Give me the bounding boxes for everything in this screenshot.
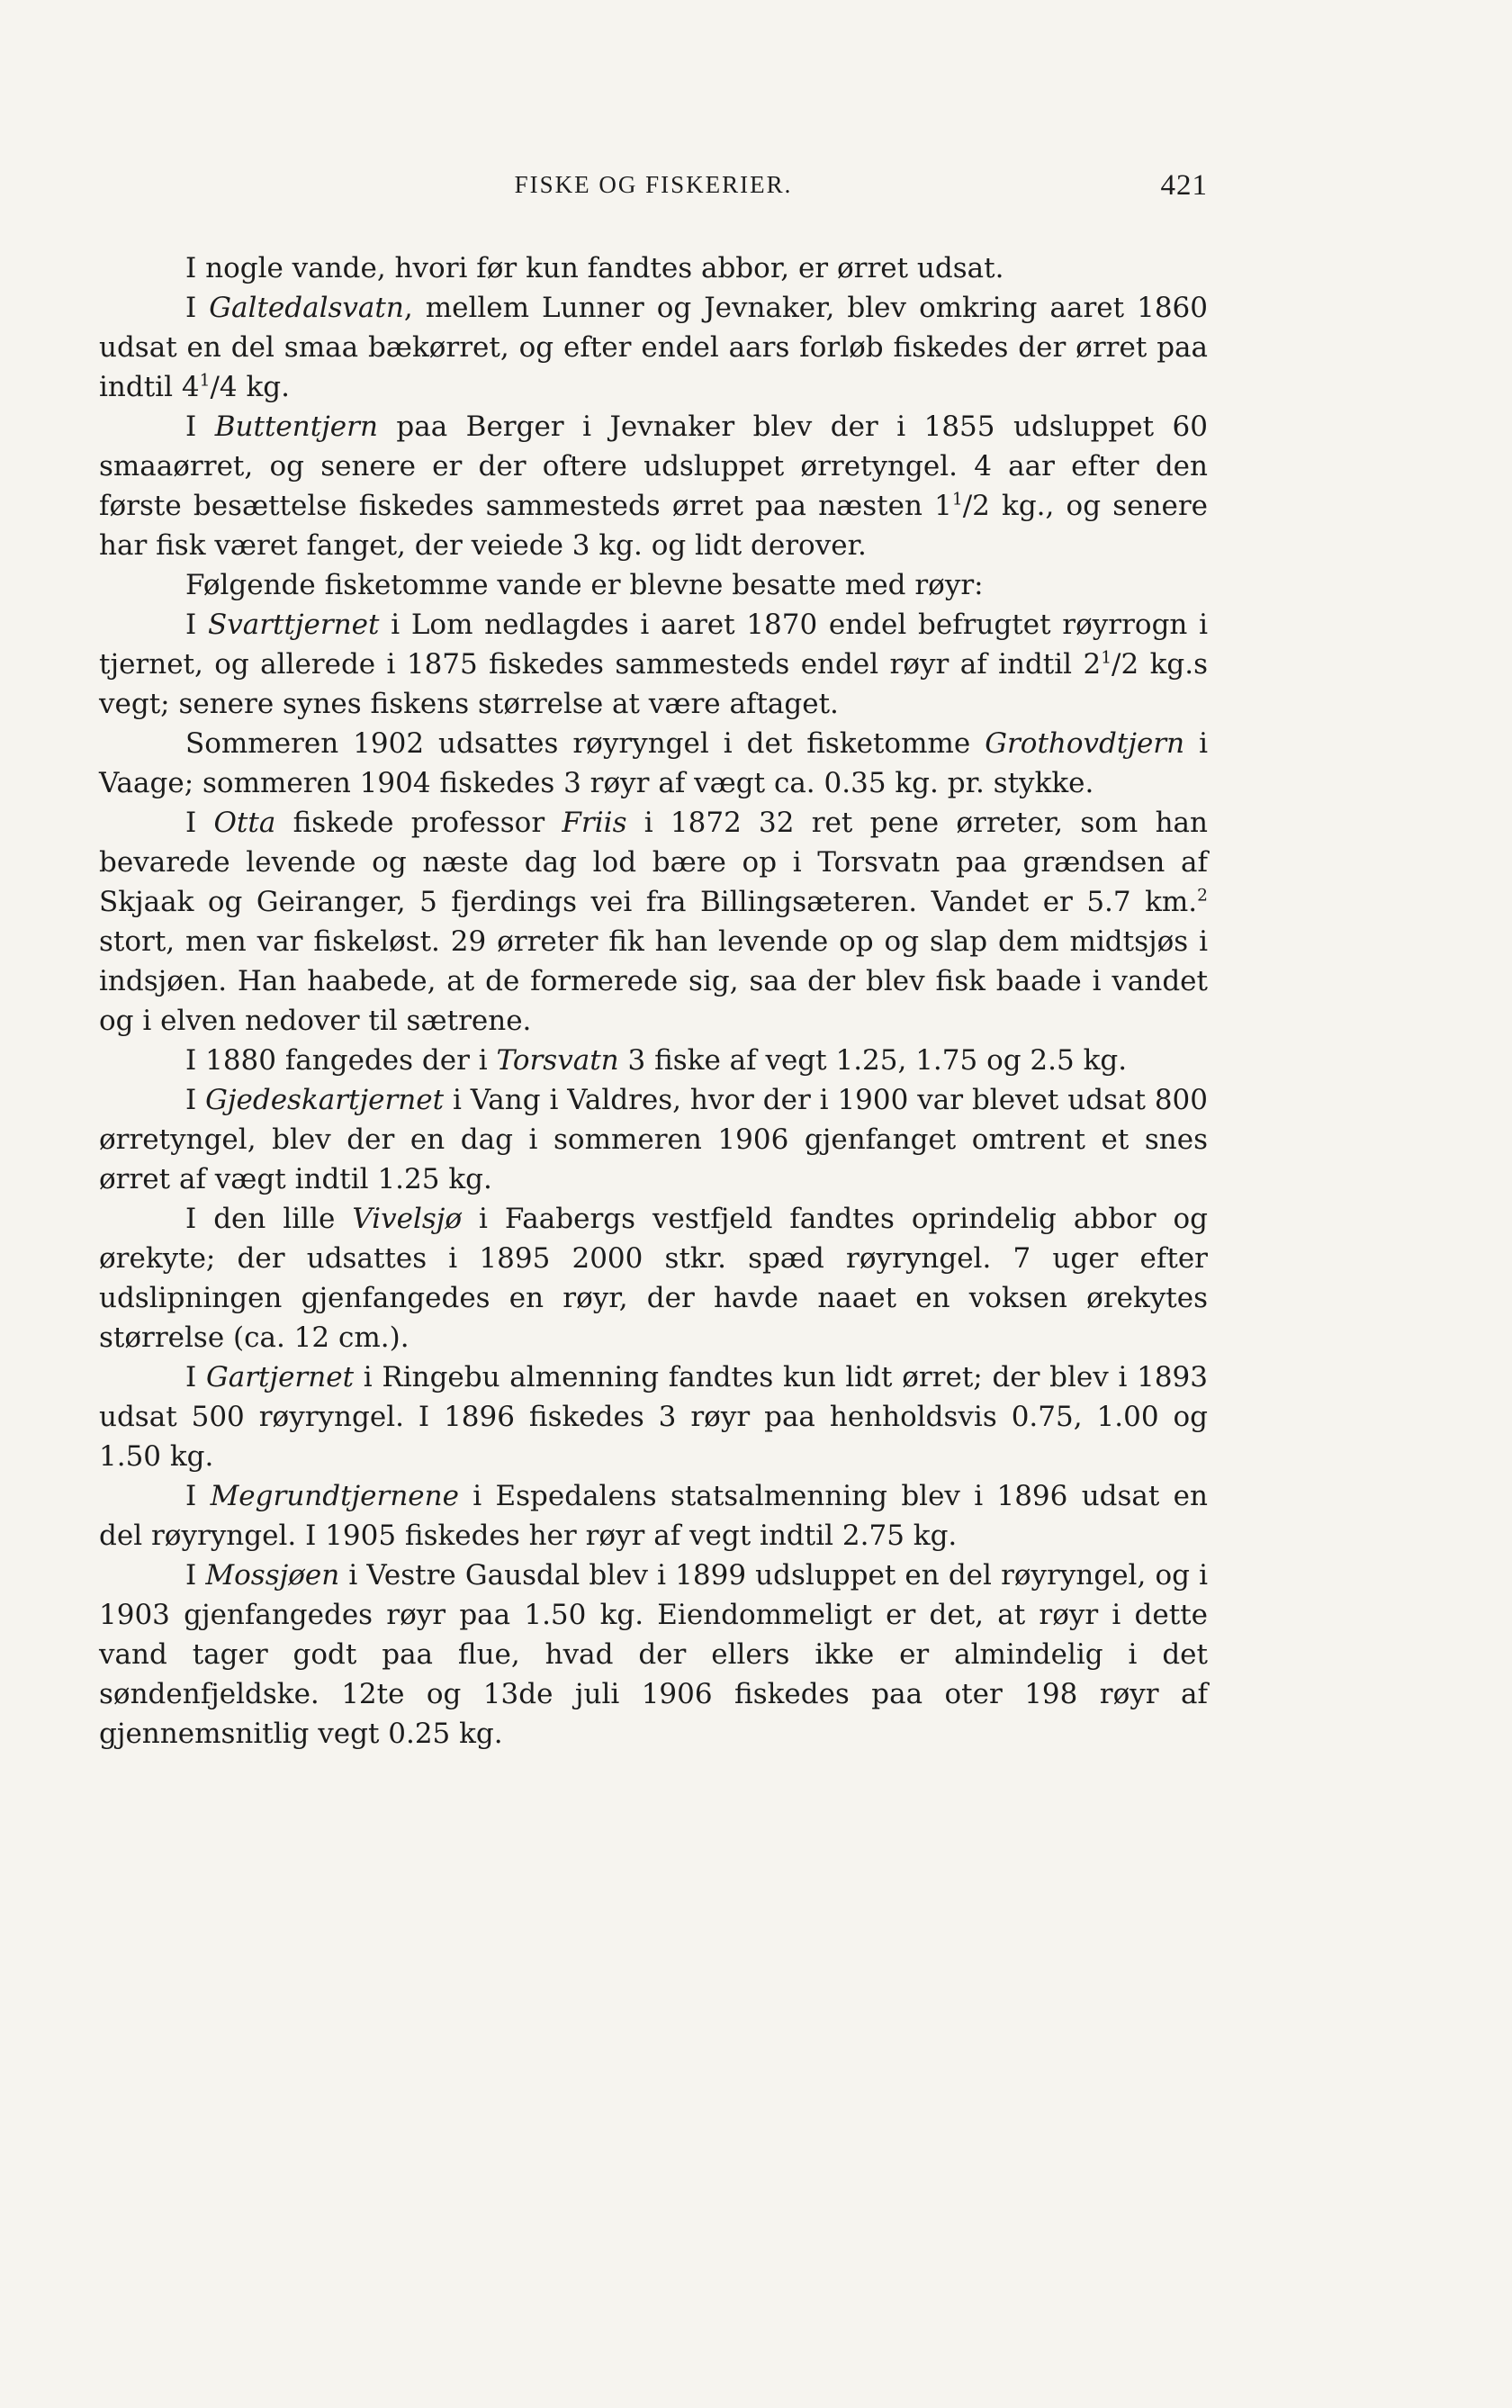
text-run: /2 kg.s vegt; senere synes fiskens størrelse at være aftaget.	[99, 648, 1208, 720]
text-run: paa Berger i Jevnaker blev der i 1855 udsluppet 60 smaaørret, og senere er der oftere udsluppet ørretyngel. 4 aar efter den første besættelse fiskedes sammesteds ørret paa næsten 1	[99, 410, 1208, 522]
text-run: I nogle vande, hvori før kun fandtes abbor, er ørret udsat.	[185, 252, 1004, 284]
italic-name: Galtedalsvatn	[209, 292, 404, 324]
italic-name: Torsvatn	[496, 1044, 619, 1077]
text-run: fiskede professor	[275, 807, 562, 839]
paragraph	[99, 565, 1208, 605]
italic-name: Gjedeskartjernet	[205, 1084, 445, 1116]
superscript: 1	[951, 490, 963, 510]
paragraph	[99, 724, 1208, 803]
italic-name: Mossjøen	[205, 1559, 340, 1592]
text-run: i Faabergs vestfjeld fandtes oprindelig abbor og ørekyte; der udsattes i 1895 2000 stkr. spæd røyryngel. 7 uger efter udslipningen gjenfangedes en røyr, der havde naaet en voksen ørekytes størrelse (ca. 12 cm.).	[99, 1203, 1209, 1354]
text-run: i Ringebu almenning fandtes kun lidt ørret; der blev i 1893 udsat 500 røyryngel. I 1896 fiskedes 3 røyr paa henholdsvis 0.75, 1.00 og 1.50 kg.	[99, 1361, 1208, 1473]
italic-name: Megrundtjernene	[210, 1480, 459, 1512]
text-run: Følgende fisketomme vande er blevne besatte med røyr:	[185, 569, 984, 601]
italic-name: Grothovdtjern	[985, 727, 1185, 760]
text-run: I	[185, 807, 214, 839]
text-run: , mellem Lunner og Jevnaker, blev omkring aaret 1860 udsat en del smaa bækørret, og efter endel aars forløb fiskedes der ørret paa indtil 4	[99, 292, 1208, 403]
italic-name: Otta	[213, 807, 276, 839]
paragraph	[99, 407, 1208, 565]
paragraph	[99, 288, 1208, 407]
paragraph	[99, 1041, 1208, 1080]
text-run: i 1872 32 ret pene ørreter, som han bevarede levende og næste dag lod bære op i Torsvatn paa grændsen af Skjaak og Geiranger, 5 fjerdings vei fra Billingsæteren. Vandet er 5.7 km.	[99, 807, 1208, 918]
paragraph	[99, 1080, 1208, 1199]
page-header	[99, 171, 1208, 212]
text-run: i Espedalens statsalmenning blev i 1896 udsat en del røyryngel. I 1905 fiskedes her røyr af vegt indtil 2.75 kg.	[99, 1480, 1208, 1552]
paragraph	[99, 1357, 1208, 1476]
text-run: I	[185, 410, 215, 443]
paragraph	[99, 248, 1208, 288]
text-run: I den lille	[185, 1203, 353, 1235]
running-head: FISKE OG FISKERIER.	[514, 171, 793, 198]
text-run: /4 kg.	[210, 371, 290, 403]
paragraph	[99, 605, 1208, 724]
text-run: I	[185, 1480, 211, 1512]
text-run: I	[185, 292, 210, 324]
text-run: I	[185, 1559, 206, 1592]
text-run: stort, men var fiskeløst. 29 ørreter fik han levende op og slap dem midtsjøs i indsjøen. Han haabede, at de formerede sig, saa der blev fisk baade i vandet og i elven nedover til sætrene.	[99, 925, 1208, 1037]
book-page	[99, 171, 1208, 1754]
text-run: I	[185, 1084, 206, 1116]
text-run: I	[185, 609, 208, 641]
paragraph	[99, 803, 1208, 1041]
paragraph	[99, 1476, 1208, 1556]
superscript: 1	[1101, 648, 1112, 668]
italic-name: Friis	[562, 807, 627, 839]
text-run: I	[185, 1361, 206, 1393]
italic-name: Gartjernet	[205, 1361, 355, 1393]
italic-name: Svarttjernet	[207, 609, 380, 641]
paragraph	[99, 1199, 1208, 1357]
page-number: 421	[1160, 169, 1208, 202]
text-run: /2 kg., og senere har fisk været fanget, der veiede 3 kg. og lidt derover.	[99, 490, 1208, 562]
text-run: Sommeren 1902 udsattes røyryngel i det fisketomme	[185, 727, 986, 760]
text-run: i Vang i Valdres, hvor der i 1900 var blevet udsat 800 ørretyngel, blev der en dag i sommeren 1906 gjenfanget omtrent et snes ørret af vægt indtil 1.25 kg.	[99, 1084, 1208, 1195]
italic-name: Vivelsjø	[352, 1203, 463, 1235]
superscript: 2	[1197, 886, 1208, 906]
superscript: 1	[199, 371, 211, 391]
text-run: I 1880 fangedes der i	[185, 1044, 497, 1077]
text-run: 3 fiske af vegt 1.25, 1.75 og 2.5 kg.	[618, 1044, 1128, 1077]
body-text	[99, 248, 1208, 1754]
text-run: i Vestre Gausdal blev i 1899 udsluppet en del røyryngel, og i 1903 gjenfangedes røyr paa 1.50 kg. Eiendommeligt er det, at røyr i dette vand tager godt paa flue, hvad der ellers ikke er almindelig i det søndenfjeldske. 12te og 13de juli 1906 fiskedes paa oter 198 røyr af gjennemsnitlig vegt 0.25 kg.	[99, 1559, 1208, 1750]
italic-name: Buttentjern	[214, 410, 378, 443]
paragraph	[99, 1556, 1208, 1754]
text-run: i Lom nedlagdes i aaret 1870 endel befrugtet røyrrogn i tjernet, og allerede i 1875 fiskedes sammesteds endel røyr af indtil 2	[99, 609, 1208, 681]
text-run: i Vaage; sommeren 1904 fiskedes 3 røyr af vægt ca. 0.35 kg. pr. stykke.	[99, 727, 1208, 799]
